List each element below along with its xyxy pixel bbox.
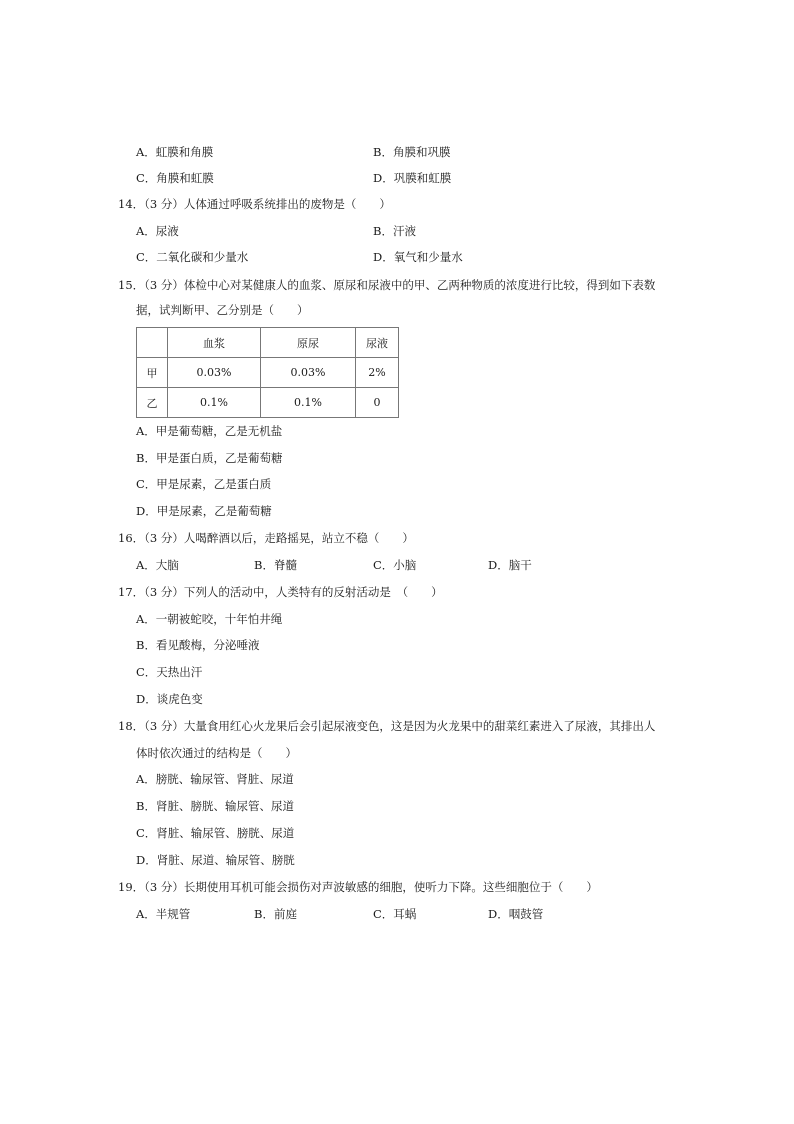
q15-option-b: B．甲是蛋白质，乙是葡萄糖 bbox=[136, 451, 283, 465]
q14-option-b: B．汗液 bbox=[373, 224, 416, 238]
q13-option-c: C．角膜和虹膜 bbox=[136, 171, 214, 185]
q17-option-d: D．谈虎色变 bbox=[136, 692, 203, 706]
table-row bbox=[137, 358, 399, 388]
q13-option-d: D．巩膜和虹膜 bbox=[373, 171, 452, 185]
table-cell: 0.03% bbox=[168, 358, 261, 388]
q15-stem-line1: 15．（3 分）体检中心对某健康人的血浆、原尿和尿液中的甲、乙两种物质的浓度进行比较，得到如下表数 bbox=[118, 278, 656, 292]
table-row bbox=[137, 388, 399, 418]
table-cell: 2% bbox=[356, 358, 399, 388]
q18-stem-line2: 体时依次通过的结构是（ ） bbox=[136, 746, 297, 760]
q19-stem: 19．（3 分）长期使用耳机可能会损伤对声波敏感的细胞，使听力下降。这些细胞位于（ ） bbox=[118, 880, 598, 894]
table-header-row bbox=[137, 328, 399, 358]
table-cell: 甲 bbox=[137, 358, 168, 388]
q19-option-d: D．咽鼓管 bbox=[488, 907, 544, 921]
q17-stem: 17．（3 分）下列人的活动中，人类特有的反射活动是 （ ） bbox=[118, 585, 443, 599]
table-cell: 0.1% bbox=[261, 388, 356, 418]
q16-option-c: C．小脑 bbox=[373, 558, 417, 572]
q16-option-b: B．脊髓 bbox=[254, 558, 297, 572]
q15-option-c: C．甲是尿素，乙是蛋白质 bbox=[136, 477, 272, 491]
q13-option-b: B．角膜和巩膜 bbox=[373, 145, 451, 159]
q19-option-a: A．半规管 bbox=[136, 907, 191, 921]
q18-option-c: C．肾脏、输尿管、膀胱、尿道 bbox=[136, 826, 295, 840]
table-cell: 0.03% bbox=[261, 358, 356, 388]
q15-option-a: A．甲是葡萄糖，乙是无机盐 bbox=[136, 424, 283, 438]
concentration-table bbox=[136, 327, 399, 418]
q19-option-b: B．前庭 bbox=[254, 907, 297, 921]
q16-option-d: D．脑干 bbox=[488, 558, 532, 572]
q16-option-a: A．大脑 bbox=[136, 558, 179, 572]
q14-option-a: A．尿液 bbox=[136, 224, 179, 238]
table-cell: 0.1% bbox=[168, 388, 261, 418]
q14-option-d: D．氧气和少量水 bbox=[373, 250, 463, 264]
table-cell: 乙 bbox=[137, 388, 168, 418]
q14-stem: 14．（3 分）人体通过呼吸系统排出的废物是（ ） bbox=[118, 197, 391, 211]
q17-option-a: A．一朝被蛇咬，十年怕井绳 bbox=[136, 612, 283, 626]
q15-option-d: D．甲是尿素，乙是葡萄糖 bbox=[136, 504, 272, 518]
q15-stem-line2: 据，试判断甲、乙分别是（ ） bbox=[136, 303, 309, 317]
q18-option-d: D．肾脏、尿道、输尿管、膀胱 bbox=[136, 853, 295, 867]
table-cell: 0 bbox=[356, 388, 399, 418]
table-header-cell: 血浆 bbox=[168, 328, 261, 358]
q17-option-c: C．天热出汗 bbox=[136, 665, 203, 679]
q18-option-a: A．膀胱、输尿管、肾脏、尿道 bbox=[136, 772, 294, 786]
q19-option-c: C．耳蜗 bbox=[373, 907, 417, 921]
q13-option-a: A．虹膜和角膜 bbox=[136, 145, 214, 159]
q16-stem: 16．（3 分）人喝醉酒以后，走路摇晃，站立不稳（ ） bbox=[118, 531, 414, 545]
q18-stem-line1: 18．（3 分）大量食用红心火龙果后会引起尿液变色，这是因为火龙果中的甜菜红素进入了尿液，其排出人 bbox=[118, 719, 656, 733]
table-header-cell bbox=[137, 328, 168, 358]
q14-option-c: C．二氧化碳和少量水 bbox=[136, 250, 249, 264]
q17-option-b: B．看见酸梅，分泌唾液 bbox=[136, 638, 260, 652]
q18-option-b: B．肾脏、膀胱、输尿管、尿道 bbox=[136, 799, 294, 813]
table-header-cell: 尿液 bbox=[356, 328, 399, 358]
table-header-cell: 原尿 bbox=[261, 328, 356, 358]
